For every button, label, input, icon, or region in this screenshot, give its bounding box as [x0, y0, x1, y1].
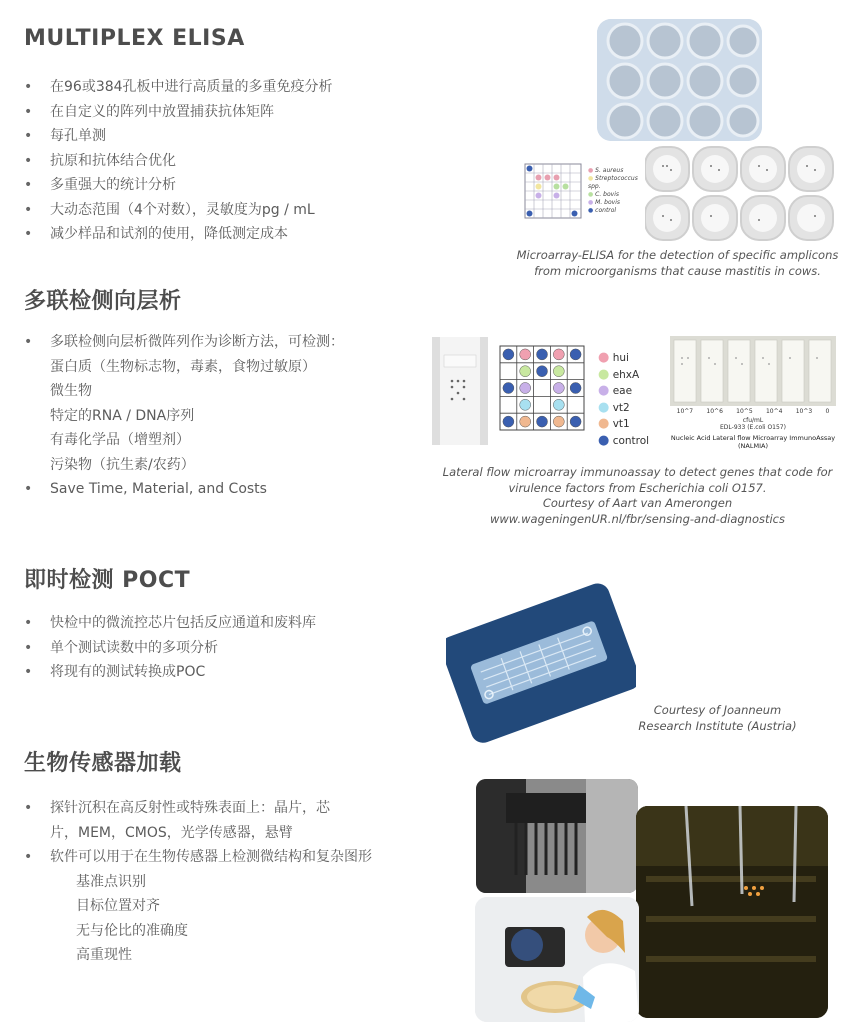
list-item: 片，MEM，CMOS，光学传感器，悬臂	[50, 824, 293, 841]
microfluidic-chip-photo	[446, 575, 636, 755]
legend-item: ● Streptococcus spp.	[588, 175, 638, 190]
list-item: • 将现有的测试转换成POC	[24, 664, 206, 680]
strip-label: 10^5	[736, 408, 753, 415]
legend-item: ● ehxA	[598, 366, 640, 382]
legend-item: ● S. aureus	[588, 167, 624, 174]
legend-item: ● control	[588, 207, 617, 214]
list-item: • 在96或384孔板中进行高质量的多重免疫分析	[24, 79, 333, 95]
strip-unit: cfu/mL	[742, 417, 764, 424]
list-item: • 减少样品和试剂的使用，降低测定成本	[24, 226, 288, 242]
list-item: • 软件可以用于在生物传感器上检测微结构和复杂图形	[24, 849, 372, 865]
nalmia-strips-image	[670, 336, 836, 456]
list-item: 基准点识别	[76, 873, 146, 890]
section-title-poct: 即时检测 POCT	[24, 568, 191, 593]
list-item: 高重现性	[76, 947, 132, 963]
lateral-flow-caption: Lateral flow microarray immunoassay to detect genes that code for virulence factors from Escherichia coli O157. Courtesy of Aart van Amerongen www.wageningenUR.nl/fbr/sensing-and-diagnostics	[442, 465, 833, 526]
strip-label: 10^3	[795, 408, 813, 415]
section-title-elisa: MULTIPLEX ELISA	[24, 26, 245, 51]
list-item: • 快检中的微流控芯片包括反应通道和废料库	[24, 615, 316, 631]
poct-bullets	[24, 611, 424, 685]
lateral-flow-array-grid	[499, 345, 585, 431]
lateral-flow-legend	[598, 350, 649, 449]
list-item: • 多联检侧向层析微阵列作为诊断方法，可检测：	[24, 334, 344, 350]
strip-label: 10^7	[676, 408, 694, 415]
legend-item: ● hui	[598, 350, 629, 365]
strip-label: 10^4	[765, 408, 783, 415]
strip-label: 0	[825, 408, 830, 415]
pin-tips-photo	[636, 806, 828, 1018]
legend-item: ● C. bovis	[588, 191, 619, 198]
list-item: • 抗原和抗体结合优化	[24, 152, 176, 169]
lateral-flow-strip-photo	[432, 337, 488, 445]
strip-sub: EDL-933 (E.coli O157)	[720, 424, 786, 431]
strip-title: (NALMIA)	[738, 442, 768, 450]
well-plate-image	[597, 19, 762, 141]
list-item: 污染物（抗生素/农药）	[50, 456, 195, 473]
section-title-biosensor: 生物传感器加载	[24, 751, 182, 776]
elisa-wells-photo	[645, 146, 837, 242]
list-item: 无与伦比的准确度	[76, 922, 188, 939]
legend-item: ● vt1	[598, 416, 630, 431]
strip-label: 10^6	[706, 408, 723, 415]
list-item: • 每孔单测	[24, 128, 106, 144]
legend-item: ● vt2	[598, 399, 630, 415]
list-item: • 多重强大的统计分析	[24, 177, 176, 193]
biosensor-bullets	[24, 796, 444, 968]
scientist-photo	[475, 897, 639, 1022]
poct-caption: Courtesy of Joanneum Research Institute (Austria)	[638, 703, 797, 733]
list-item: 有毒化学品（增塑剂）	[50, 432, 190, 448]
pin-head-photo	[476, 779, 638, 893]
lateral-flow-bullets	[24, 330, 434, 502]
list-item: 目标位置对齐	[76, 898, 160, 914]
list-item: 特定的RNA / DNA序列	[50, 407, 195, 424]
elisa-caption: Microarray-ELISA for the detection of specific amplicons from microorganisms that cause mastitis in cows.	[516, 248, 839, 278]
legend-item: ● control	[598, 432, 650, 448]
list-item: 蛋白质（生物标志物，毒素，食物过敏原）	[50, 358, 316, 375]
list-item: • 探针沉积在高反射性或特殊表面上：晶片，芯	[24, 800, 330, 816]
strip-title: Nucleic Acid Lateral flow Microarray ImmunoAssay	[670, 434, 836, 442]
elisa-array-legend	[524, 163, 642, 221]
legend-item: ● M. bovis	[588, 199, 620, 206]
list-item: • 单个测试读数中的多项分析	[24, 639, 218, 656]
list-item: • 大动态范围（4个对数），灵敏度为pg / mL	[24, 201, 315, 218]
legend-item: ● eae	[598, 383, 633, 398]
elisa-bullets	[24, 75, 444, 247]
list-item: • 在自定义的阵列中放置捕获抗体矩阵	[24, 103, 274, 120]
list-item: • Save Time, Material, and Costs	[24, 481, 267, 497]
section-title-lateral-flow: 多联检侧向层析	[24, 289, 182, 314]
list-item: 微生物	[50, 383, 92, 399]
